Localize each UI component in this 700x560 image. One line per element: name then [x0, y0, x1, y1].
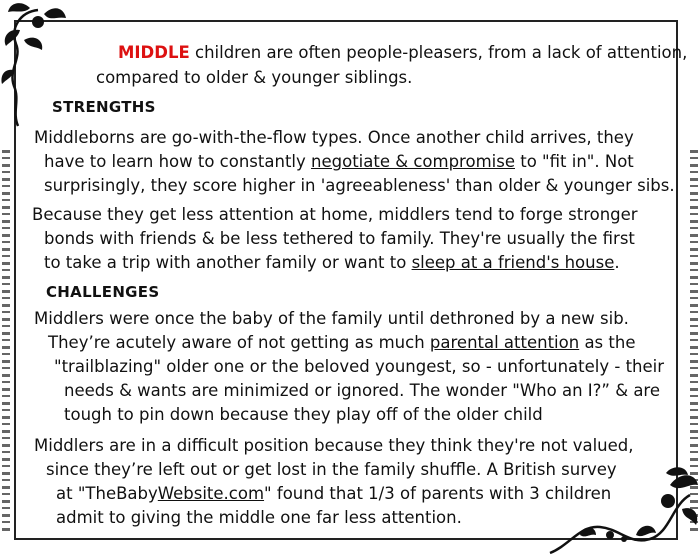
strengths-p1-line-1: Middleborns are go-with-the-flow types. Once another child arrives, they: [34, 128, 634, 147]
challenges-p1-line-4: needs & wants are minimized or ignored. The wonder "Who an I?” & are: [64, 381, 661, 400]
left-decorative-border: [2, 150, 10, 532]
challenges-p2-line-3: [56, 482, 611, 505]
intro-keyword: MIDDLE: [118, 43, 190, 62]
strengths-p2-line-2: bonds with friends & be less tethered to family. They're usually the first: [44, 229, 635, 248]
text-segment: as the: [579, 333, 636, 352]
text-segment: .: [614, 253, 620, 272]
text-segment: to "fit in". Not: [514, 152, 634, 171]
text-segment: They’re acutely aware of not getting as much: [48, 333, 430, 352]
challenges-heading: CHALLENGES: [46, 283, 160, 301]
challenges-p2-line-1: Middlers are in a difficult position because they think they're not valued,: [34, 436, 634, 455]
challenges-p1-line-3: "trailblazing" older one or the beloved youngest, so - unfortunately - their: [54, 357, 665, 376]
text-segment: " found that 1/3 of parents with 3 children: [264, 484, 612, 503]
website-link[interactable]: Website.com: [157, 484, 265, 503]
parental-attention-link[interactable]: parental attention: [429, 333, 580, 352]
intro-line-1: [118, 41, 687, 64]
strengths-p2-line-3: [44, 251, 620, 274]
strengths-p1-line-3: surprisingly, they score higher in 'agreeableness' than older & younger sibs.: [44, 176, 675, 195]
intro-line-2: compared to older & younger siblings.: [96, 68, 413, 87]
strengths-p2-line-1: Because they get less attention at home, middlers tend to forge stronger: [32, 205, 638, 224]
strengths-p1-line-2: [44, 150, 634, 173]
strengths-heading: STRENGTHS: [52, 98, 156, 116]
challenges-p1-line-5: tough to pin down because they play off of the older child: [64, 405, 543, 424]
challenges-p1-line-2: [48, 331, 635, 354]
text-segment: have to learn how to constantly: [44, 152, 312, 171]
challenges-p2-line-2: since they’re left out or get lost in the family shuffle. A British survey: [46, 460, 617, 479]
challenges-p2-line-4: admit to giving the middle one far less attention.: [56, 508, 462, 527]
negotiate-compromise-link[interactable]: negotiate & compromise: [311, 152, 515, 171]
text-segment: to take a trip with another family or want to: [44, 253, 412, 272]
sleep-at-friends-house-link[interactable]: sleep at a friend's house: [411, 253, 615, 272]
text-segment: at "TheBaby: [56, 484, 158, 503]
challenges-p1-line-1: Middlers were once the baby of the family until dethroned by a new sib.: [34, 309, 629, 328]
intro-line-1-rest: children are often people-pleasers, from a lack of attention,: [189, 43, 688, 62]
